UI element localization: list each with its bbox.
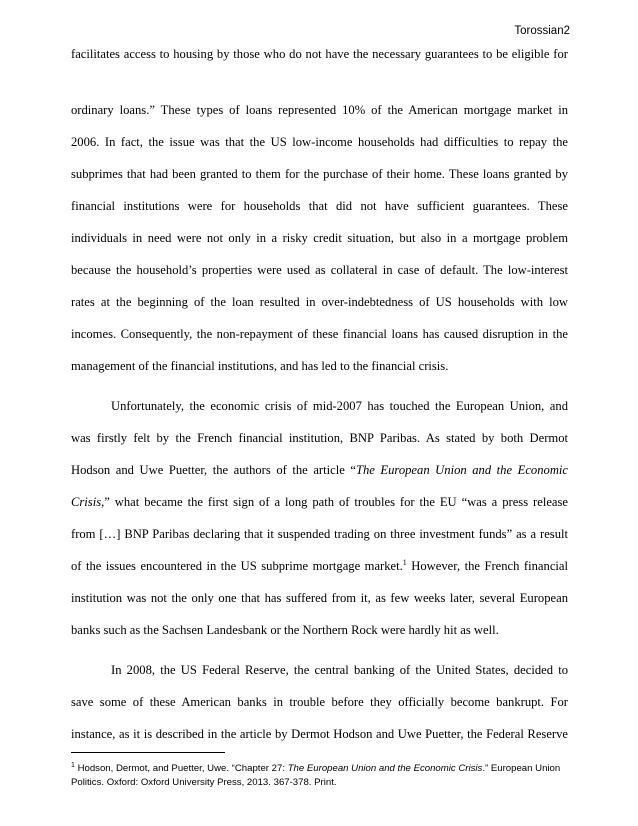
body-line (71, 558, 568, 574)
paragraph-start-line: In 2008, the US Federal Reserve, the central banking of the United States, decided to (111, 663, 568, 677)
footnote-title: The European Union and the Economic Crisis (287, 763, 483, 774)
article-title-end: Crisis, (71, 495, 105, 509)
line-text: ” what became the first sign of a long path of troubles for the EU “was a press release (104, 495, 568, 509)
footnote-text: Hodson, Dermot, and Puetter, Uwe. “Chapter 27: (74, 763, 288, 774)
footnote-separator (71, 752, 225, 753)
body-line: banks such as the Sachsen Landesbank or the Northern Rock were hardly hit as well. (71, 623, 499, 637)
footnote-line (71, 762, 568, 775)
footnote-line: Politics. Oxford: Oxford University Press, 2013. 367-378. Print. (71, 777, 337, 788)
body-line: facilitates access to housing by those who do not have the necessary guarantees to be eligible for (71, 47, 568, 61)
footnote-text: .” European Union (482, 763, 561, 774)
line-text: However, the French financial (406, 559, 568, 573)
article-title: The European Union and the Economic (355, 463, 568, 477)
line-text: Hodson and Uwe Puetter, the authors of the article “ (71, 463, 356, 477)
body-line: institution was not the only one that has suffered from it, as few weeks later, several European (71, 591, 568, 605)
body-line (71, 494, 568, 510)
body-line: from […] BNP Paribas declaring that it suspended trading on three investment funds” as a result (71, 527, 568, 541)
body-line: incomes. Consequently, the non-repayment of these financial loans has caused disruption in the (71, 327, 568, 341)
body-line: 2006. In fact, the issue was that the US low-income households had difficulties to repay the (71, 135, 568, 149)
body-line: because the household’s properties were used as collateral in case of default. The low-interest (71, 263, 568, 277)
body-line: management of the financial institutions, and has led to the financial crisis. (71, 359, 449, 373)
paragraph-start-line: Unfortunately, the economic crisis of mid-2007 has touched the European Union, and (111, 399, 568, 413)
running-head: Torossian2 (514, 25, 570, 37)
line-text: of the issues encountered in the US subprime mortgage market. (71, 559, 403, 573)
body-line: financial institutions were for households that did not have sufficient guarantees. These (71, 199, 568, 213)
body-line: ordinary loans.” These types of loans represented 10% of the American mortgage market in (71, 103, 568, 117)
body-line: save some of these American banks in trouble before they officially become bankrupt. For (71, 695, 568, 709)
body-line: individuals in need were not only in a risky credit situation, but also in a mortgage problem (71, 231, 568, 245)
body-line: subprimes that had been granted to them for the purchase of their home. These loans granted by (71, 167, 568, 181)
body-line: instance, as it is described in the article by Dermot Hodson and Uwe Puetter, the Federal Reserve (71, 727, 568, 741)
body-line (71, 462, 568, 478)
body-line: was firstly felt by the French financial institution, BNP Paribas. As stated by both Dermot (71, 431, 568, 445)
body-line: rates at the beginning of the loan resulted in over-indebtedness of US households with low (71, 295, 568, 309)
footnote-reference: 1 (402, 557, 407, 567)
footnote-marker: 1 (71, 761, 75, 769)
